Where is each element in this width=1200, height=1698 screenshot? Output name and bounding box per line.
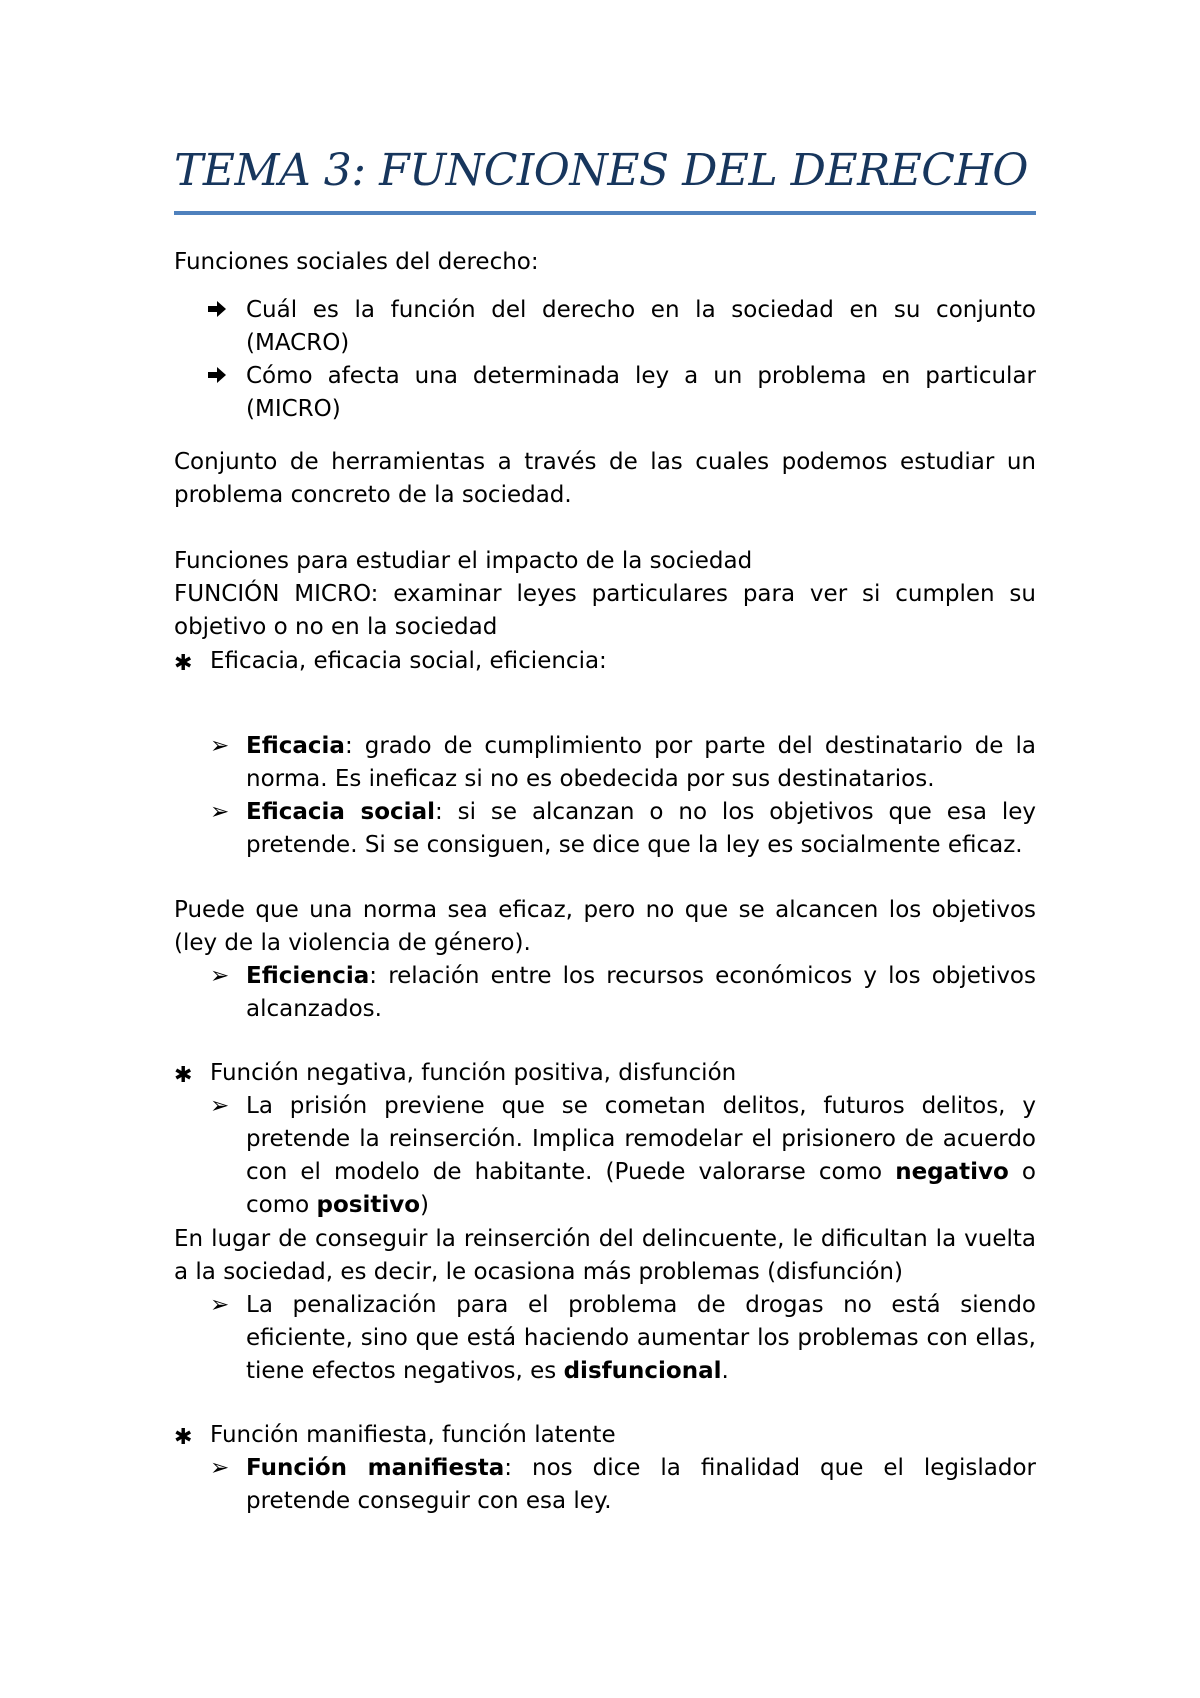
definition-eficacia: : grado de cumplimiento por parte del destinatario de la norma. Es ineficaz si no es obedecida por sus destinatarios. [246, 733, 1036, 792]
term-funcion-manifiesta: Función manifiesta [246, 1455, 505, 1481]
paragraph-micro: FUNCIÓN MICRO: examinar leyes particulares para ver si cumplen su objetivo o no en la sociedad [174, 581, 1036, 640]
term-eficacia-social: Eficacia social [246, 799, 435, 825]
definition-funcion-manifiesta: : nos dice la finalidad que el legislador pretende conseguir con esa ley. [246, 1455, 1036, 1514]
period: . [721, 1358, 729, 1384]
term-positivo: positivo [316, 1192, 421, 1218]
list-item-prision [246, 1090, 1036, 1222]
title-underline [174, 211, 1036, 215]
note-eficacia: Puede que una norma sea eficaz, pero no que se alcancen los objetivos (ley de la violencia de género). [174, 897, 1036, 956]
list-item-eficacia [246, 730, 1036, 796]
term-eficiencia: Eficiencia [246, 963, 370, 989]
arrowhead-icon: ➢ [210, 1292, 230, 1318]
section-heading-funcion: Función negativa, función positiva, disfunción [210, 1060, 737, 1086]
section-heading-eficacia: Eficacia, eficacia social, eficiencia: [210, 648, 607, 674]
closing-paren: ) [420, 1192, 430, 1218]
asterisk-icon: ✱ [174, 1063, 193, 1088]
prision-text: La prisión previene que se cometan delitos, futuros delitos, y pretende la reinserción. Implica remodelar el prisionero de acuerdo con el modelo de habitante. (Puede valorarse como [246, 1093, 1036, 1185]
drogas-text: La penalización para el problema de drogas no está siendo eficiente, sino que está haciendo aumentar los problemas con ellas, tiene efectos negativos, es [246, 1292, 1036, 1384]
definition-eficacia-social: : si se alcanzan o no los objetivos que esa ley pretende. Si se consiguen, se dice que la ley es socialmente eficaz. [246, 799, 1036, 858]
asterisk-icon: ✱ [174, 651, 193, 676]
arrowhead-icon: ➢ [210, 733, 230, 759]
asterisk-icon: ✱ [174, 1425, 193, 1450]
arrow-item-macro: Cuál es la función del derecho en la sociedad en su conjunto (MACRO) [246, 297, 1036, 356]
arrow-item-micro: Cómo afecta una determinada ley a un problema en particular (MICRO) [246, 363, 1036, 422]
section-heading-manifiesta: Función manifiesta, función latente [210, 1422, 616, 1448]
term-eficacia: Eficacia [246, 733, 345, 759]
list-item-eficacia-social [246, 796, 1036, 862]
intro-text: Funciones sociales del derecho: [174, 249, 539, 275]
connector-text: o como [246, 1159, 1036, 1218]
right-arrow-icon [206, 360, 228, 393]
definition-eficiencia: : relación entre los recursos económicos y los objetivos alcanzados. [246, 963, 1036, 1022]
arrowhead-icon: ➢ [210, 1093, 230, 1119]
list-item-funcion-manifiesta [246, 1452, 1036, 1518]
page-title: TEMA 3: FUNCIONES DEL DERECHO [174, 145, 1028, 196]
arrowhead-icon: ➢ [210, 799, 230, 825]
paragraph-impact: Funciones para estudiar el impacto de la sociedad [174, 548, 753, 574]
right-arrow-icon [206, 294, 228, 327]
term-negativo: negativo [895, 1159, 1009, 1185]
arrowhead-icon: ➢ [210, 963, 230, 989]
term-disfuncional: disfuncional [563, 1358, 722, 1384]
paragraph-tools: Conjunto de herramientas a través de las cuales podemos estudiar un problema concreto de la sociedad. [174, 449, 1036, 508]
list-item-eficiencia [246, 960, 1036, 1026]
arrowhead-icon: ➢ [210, 1455, 230, 1481]
note-disfuncion: En lugar de conseguir la reinserción del delincuente, le dificultan la vuelta a la sociedad, es decir, le ocasiona más problemas (disfunción) [174, 1226, 1036, 1285]
list-item-drogas [246, 1289, 1036, 1388]
